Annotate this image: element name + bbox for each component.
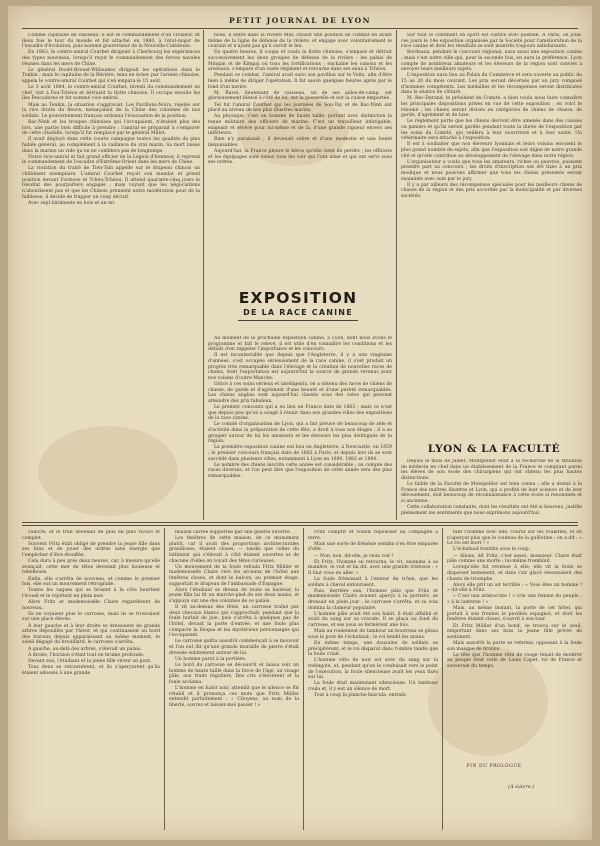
paragraph: La tête que l'homme vêtu de rouge tenait de montrer au peuple était celle de Louis Capet, roi de France et souverain du temps. [447,652,582,669]
column-1 [22,33,200,519]
paragraph: Le général Bouët-Brouet-Willaumez dirigeait les opérations dans le Tonkin ; mais le capitaine de la Révière, tenu en échec par l'armée chinoise, appela le contre-amiral Courbet qui s'en empara le 15 août. [22,67,200,84]
paragraph: Le bord du carrosse se découvrit et laissa voir un homme de haute taille dans la force de l'âge, au visage pâle, aux traits réguliers. Des cris s'élevèrent et la foule acclama. [169,662,299,685]
paragraph: Les fenêtres de cette maison, de ce monument plutôt, car il avait des proportions architecturales grandioses, étaient closes, — tandis que celles du bâtiment qui s'élevait à côté étaient ouvertes et de chacune d'elles on voyait des têtes curieuses. [169,536,299,564]
paragraph: nous, il entre dans la rivière Min, choisit une position de combat en avant même de la ligne de défense de la rivière, et engage avec volontairement le courant et n'ayant pas qu'à ouvrir le feu. [208,33,392,50]
paragraph: Avec sept bâtiments en bois et un mi- [28,200,116,206]
paragraph: En quatre heures, il coupa et coula la flotte chinoise, s'empare et détruit successivement les deux groupes de défense de la rivière : les palais de Mingan et de Kimpai où tous les fortifications ; enchaîne les canons et les arsenaux, s'empare d'un vaste régiment et retourne dans ses eaux à Tchéou. [208,50,392,73]
article-title-line1: EXPOSITION [238,289,358,307]
paragraph: Bordeaux, pendant le concours régional, aura aussi une exposition canine ; mais c'est notre ville qui, pour la seconde fois, en aura la préférence. Lyon compte de nombreux amateurs et les éleveurs de la région sont conviés à envoyer leurs meilleurs sujets. [401,50,582,73]
paragraph: A droite, l'horizon s'était tout en brume profonde. [28,652,145,658]
paragraph: Au moment de la prochaine exposition canine, à Lyon, dont nous avons le programme et fait le relevé, il est utile d'en connaître les conditions et les détails d'en rappeler l'importance et les concours. [208,336,392,353]
paragraph: La foule frémissait à l'entour du trône, que les soldats à cheval entouraient. [308,577,438,588]
paragraph: Un homme parut à la portière. [175,656,247,662]
paragraph: Grâce à ces soins sérieux et intelligents, on a obtenu des races de chiens de chasse, de garde et d'agrément d'une beauté et d'une pureté remarquables. Les chiens anglais sont aujourd'hui classés sous des cotes qui peuvent atteindre des prix fabuleux. [208,382,392,404]
paragraph: À leur gauche et à leur droite se dressaient de grands arbres dépouillés par l'hiver, et qui continuaient au bord des travaux depuis apparaissant au même moment, le soleil dégagé du brouillard, le carrosse s'arrêta. [22,623,160,646]
paragraph: Notre vice-amiral et fait grand officier de la Légion d'honneur, il reprend le commandement de l'escadre d'Extrême-Orient dans les mers de Chine. [22,154,200,166]
column-2-top [208,33,392,285]
paragraph: Rien n'y paraissait ; il devenait sobre et d'une modestie et une bonté inépuisables. [208,137,392,148]
column-3 [401,33,582,437]
paragraph: Le nombre des chiens inscrits cette année est considérable ; on compte des races diverses, et l'on peut dire que l'exposition de cette année sera des plus remarquables. [208,462,392,479]
paragraph: Il avait déployé dans cette courte campagne toutes les qualités du plus habile général, au complément à la vaillance du vrai marin. Sa mort laisse dans la marine un vide qu'on ne comblera pas de longtemps. [22,137,200,154]
paragraph: Alors l'étudiant se dressa de toute sa hauteur, la jeune fille lui fit un marche-pied de ses deux mains, et s'appuya sur une des colonnes de ce palais. [169,587,299,604]
section-title: LYON & LA FACULTÉ [427,443,561,455]
paragraph: L'homme pâle avait été son habit, il était affaibli et avait du sang sur sa cravate. Il se plaça au fond du carrosse, et ses yeux se fermèrent une fois. [308,611,438,628]
feuilleton-column-1 [22,530,160,830]
continuation-label: (A suivre.) [508,784,535,790]
paragraph: La foule était maintenant silencieuse. Un tambour roula et, il y eut un silence de mort. [308,681,438,692]
paragraph: Il est à souhaiter que nos éleveurs lyonnais et leurs voisins envoient le plus grand nombre de sujets, afin que l'exposition soit digne de notre grande cité et qu'elle contribue au développement de l'élevage dans notre région. [401,142,582,159]
paragraph: M. Rec-Durand, le président du Comité, a bien voulu nous faire connaître les principales dispositions prises en vue de cette exposition ; en voici le résumé ; les chiens seront divisés en catégories de chiens de chasse, de garde, d'agrément et de luxe. [401,96,582,119]
paragraph: Alors elle prit un air terrible : « Vous êtes un homme ! » dit-elle à Fritz. [447,582,582,594]
column-divider [303,528,304,830]
paragraph: Depuis le mois de juillet, Montpellier était à la recherche de la situation de médecin en chef dans un établissement de la France et comptant parmi les élèves de son école des chirurgiens qui ont obtenu les plus hautes distinctions. [401,459,582,481]
paragraph: Mais au roulement de tambour un bourreau se glissa sous le pont de l'échafaud ; le roi tendit les mains. [308,629,438,640]
paragraph: Le carrosse quitta aussitôt commençait à se mouvoir et l'on eut dit qu'une grande muraille de pierre s'était dressée subitement autour de lui. [169,639,299,656]
paragraph: Comme capitaine de vaisseau, il eut le commandement d'un croiseur, fit deux fois le tour du monde et fut attaché, en 1880, à l'état-major de l'escadre d'évolution, puis nommé gouverneur de la Nouvelle-Calédonie. [22,33,200,50]
paragraph: Et Fritz Müller d'un bond, se trouva sur le seuil, emportant dans ses bras la jeune fille privée de sentiment. [447,623,582,640]
paragraph: Devant eux, l'étudiant et la jeune fille virent un pont. [28,658,152,664]
paragraph: Cette collaboration constante, dont les résultats ont été si heureux, justifie pleinement les sentiments que nous exprimons aujourd'hui. [401,505,582,516]
paragraph: Pendant ce combat, l'amiral avait suivi son pavillon sur le Volta, afin d'être bien à même de diriger l'opération. Il fut sauvé quelques heures après par le fond d'un navire. [208,73,392,90]
paragraph: Ils ne voyaient plus le carrosse, mais ils se trouvaient sur une place élevée. [22,611,160,623]
paragraph: La première exposition canine eut lieu en Angleterre, à Newcastle, en 1859 ; le premier concours français date de 1863 à Paris, et depuis lors ils se sont succédé dans plusieurs villes, notamment à Lyon en 1880, 1882 et 1884. [208,445,392,462]
paragraph: L'homme vêtu de noir est avec du sang sur la redingote, et, pendant qu'on le conduisait vers le point de l'exécution, la foule silencieuse avait les yeux fixés sur lui. [308,658,438,681]
column-divider [442,528,443,830]
paragraph: Mais une sorte de frénésie sembla s'en être emparée d'elle. [308,541,438,553]
paragraph: Tout à coup la planche bascula, entraîn- [314,693,408,698]
paragraph: Alors Fritz et mademoiselle Claire regardèrent de nouveau. [22,600,160,611]
paragraph: Un mouvement de la foule refoula Fritz Müller et mademoiselle Claire vers les arceaux de l'hôtel aux fenêtres closes, et dont le balcon, au premier étage, supportait le drapeau de l'ambassade d'Espagne. [169,564,299,587]
paragraph: Le règlement porte que les chiens devront être amenés dans des caisses ou paniers et qu'ils seront gardés pendant toute la durée de l'exposition par les soins du Comité, qui veillera à leur nourriture et à leur santé. Un vétérinaire sera attaché à l'exposition. [401,119,582,142]
feuilleton-column-3 [308,530,438,830]
paragraph: Tel fut l'amiral Courbet qui les journées de Son-Tay et de Bac-Ninh ont placé au niveau de nos plus illustres marins. [208,102,392,114]
feuilleton-column-2 [169,530,299,830]
paragraph: Aujourd'hui, la France pleure le héros qu'elle vient de perdre ; les officiers et les équipages sont venus tous les voir qui l'ont aimé et qui ont servi sous ses ordres. [208,149,392,166]
title-underline [238,320,358,321]
paragraph: Toutes les vagues qui se brisent à la côte heurtent l'écueil et le rejettent en plein mer. [22,588,160,599]
paragraph: Puis, derrière eux, l'homme pâle que Fritz et mademoiselle Claire avaient aperçu à la portière, se dressait en plein jour ; le carrosse s'arrêta, et sa voix domina la clameur populaire. [308,588,438,611]
paragraph: Il vit au-dessus des têtes, un carrosse traîné par deux chevaux blancs qui s'approchait, pendant que la foule hurlait de joie, puis s'arrêta à quelques pas de l'hôtel, devant la porte d'entrée, et une foule plus compacte la bloqua et les mystérieux personnages qui l'occupaient. [169,605,299,639]
column-divider [203,30,204,520]
paragraph: Enfin, elle s'arrêta de nouveau, et comme le premier fois, elle eut un mouvement rétrograde. [22,576,160,588]
paragraph: Au physique, c'est un homme de haute taille, portant avec distinction la tenue militaire des officiers de marine. C'est un travailleur infatigable, exigeant et sévère pour lui-même et de là, d'une grande rigueur envers ses inférieurs. [208,114,392,137]
column-divider [164,528,165,830]
paragraph: — Non, non, dit-elle, je veux voir ! [314,553,394,559]
paragraph: En même temps, une douzaine de soldats se précipitèrent, et le roi disparut dans l'ombre tandis que la foule criait. [308,640,438,658]
paragraph: Le premier concours qui a eu lieu en France date de 1863 ; mais ce n'est que depuis peu qu'on a songé à réunir dans nos grandes villes des expositions de la race canine. [208,405,392,422]
paragraph: Lorsqu'elle fut revenue à elle, elle vit la foule se disperser lentement, et dans l'air glacé résonnaient des chants de triomphe. [447,565,582,582]
paragraph: En 1883, le contre-amiral Courbet dirigeait à Cherbourg les expériences des types nouveaux, lorsqu'il reçut le commandement des forces navales réunies dans les mers de Chine. [22,50,200,67]
paragraph: — Allons, dit Fritz, c'est assez, monsieur. Claire était pâle comme une morte ; lui-même tremblait. [447,553,582,565]
paragraph: La violation du traité de Tien-Tsin appelle sur le drapeau chinois un châtiment exemplaire. L'amiral Courbet reçoit son mandat et prend position devant Formose et Tcheu-Tchéou. Il attend quarante-cinq jours le résultat des pourparlers engagés ; mais voyant que les négociations n'aboutissent pas et que les Chinois prennent notre modération pour de la faiblesse, il décide de frapper un coup décisif. [22,166,200,200]
paragraph: Sur tout le continent on sport est cultivé avec passion. À Paris, on joue, ces jours le 14e exposition organisée par la Société pour l'amélioration de la race canine et dont les résultats se sont montrés toujours satisfaisants. [401,33,582,50]
paragraph: Et Fritz, l'homme se retourna, le vit, examina à sa manière, le voit et lui dit, avec une grande tristesse : « Il faut vous en aller. » [308,559,438,576]
paragraph: Souvent Fritz était obligé de prendre la jeune fille dans ses bras et de jouer des ordres sans énergie que l'empêcher d'être étouffée. [22,541,160,558]
end-label: FIN DU PROLOGUE [466,764,522,769]
paragraph: Mais aussitôt la porte se referma, opposant à la foule son masque de bronze. [447,640,582,652]
paragraph: maison carrée supportée par une galerie ouverte. [175,530,292,535]
header-rule [22,28,578,29]
column-2-bottom [208,336,392,520]
paragraph: Le faible de la Faculté de Montpellier est bien connu ; elle a donné à la France des maîtres illustres et Lyon, qui a profité de leur science et de leur dévouement, doit beaucoup de reconnaissance à cette école si renommée et si ancienne. [401,482,582,504]
paragraph: Il y a par ailleurs des récompenses spéciales pour les meilleurs chiens de chasse de la région et des prix accordés par la municipalité et par diverses sociétés. [401,182,582,199]
page-header: PETIT JOURNAL DE LYON [229,16,371,25]
paragraph: M. Ravel, lieutenant de vaisseau, un de ses aides-de-camp, est glorieusement blessé à côté de lui, sur la passerelle et eut la cuisse emportée. [208,90,392,102]
newspaper-page [8,6,592,840]
section-rule [22,525,578,526]
paragraph: Il est incontestable que depuis que l'Angleterre, il y a une vingtaine d'années, s'est occupée sérieusement de la race canine, il s'est produit un progrès très remarquable dans l'élevage et la création de nouvelles races de chiens, dont l'exportation est aujourd'hui la source de grands revenus pour nos voisins d'outre-Manche. [208,353,392,381]
feuilleton-column-4 [447,530,582,760]
paragraph: Mais, au même instant, la porte de cet hôtel, qui portait à son fronton le pavillon espagnol, et dont les fenêtres étaient closes, s'ouvrit à son tour. [447,606,582,623]
column-3-bottom [401,459,582,519]
section-rule [22,522,578,523]
paragraph: Mais au Tonkin, la situation s'aggravait. Les Pavillons-Noirs, rejetés sur la rive droite du fleuve, menaçaient de la Chine des colonnes de nos soldats. Le gouvernement français ordonna l'évacuation de la position. [22,102,200,119]
paragraph: Tous deux se retournèrent, et ils s'aperçurent qu'ils étaient adossés à une grande [22,664,160,676]
article-title [208,290,388,321]
paragraph: Cela dura à peu près deux heures, car, à mesure qu'elle avançait, cette mer de têtes devenait plus houleuse et rebelleuse. [22,559,160,576]
column-divider [396,30,397,520]
paragraph: L'homme en habit noir, attendit que le silence se fût rétabli et il prononça ces mots que Fritz Müller entendit parfaitement : « Citoyens, au nom de la liberté, ouvrez et laissez-moi passer ! » [169,685,299,708]
paragraph: tant l'homme avec elle, courut sur les roulettes, et on n'aperçut plus que le couteau de la guillotine ; on a dit : « Le roi est mort ! » [447,530,582,547]
paragraph: « C'est une aristocrate ! » crie une femme du peuple ; « à la lanterne ! » [447,594,582,605]
article-title-line2: DE LA RACE CANINE [243,308,353,317]
paragraph: L'échafaud trembla sous le coup. [453,547,531,553]
paragraph: Le 3 août 1884, le contre-amiral Courbet, investi du commandement en chef, vint à Fou-Tchéou et détruisit la flotte chinoise. Il occupa ensuite les îles Pescadores et fut nommé vice-amiral. [22,85,200,102]
paragraph: vaincre, et le fruit devenait de plus en plus vivace et complet. [22,530,160,541]
paragraph: L'organisateur a voulu que tous les amateurs, riches ou pauvres, puissent prendre part au concours ; les droits d'inscription ont été fixés à un prix modique et nous pouvons affirmer que tous les chiens présentés seront examinés avec soin par le jury. [401,159,582,182]
paragraph: Fritz comprit et voulut repousser au compagne à terre. [308,530,438,541]
paragraph: A gauche, au-delà des arbres, s'élevait un palais. [28,646,142,652]
paragraph: Le comité d'organisation de Lyon, qui a fait preuve de beaucoup de zèle et d'activité dans la préparation de cette fête, a droit à tous nos éloges ; il a su grouper autour de lui les amateurs et les éleveurs les plus distingués de la région. [208,422,392,445]
paragraph: Bac-Ninh et les troupes chinoises qui l'occupaient, n'étaient plus des lors, une partie bien difficile à prendre : l'amiral se préparait à s'emparer de cette citadelle, lorsqu'il fut remplacé par le général Millot. [22,119,200,137]
paragraph: L'exposition aura lieu au Palais du Commerce et sera ouverte au public du 15 au 20 du mois courant. Les prix seront décernés par un jury composé d'hommes compétents. Les médailles et les récompenses seront distribuées dans la séance de clôture. [401,73,582,96]
